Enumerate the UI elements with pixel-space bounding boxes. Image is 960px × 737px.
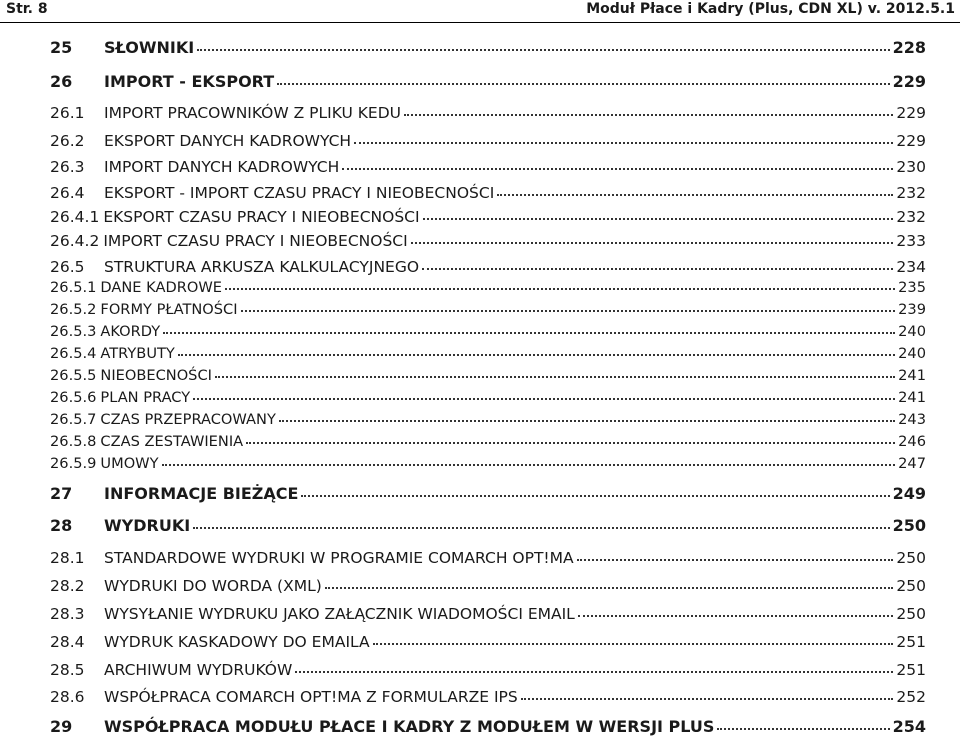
- dot-leader: [497, 192, 893, 196]
- toc-entry-page: 241: [898, 389, 926, 406]
- toc-entry[interactable]: [50, 323, 926, 340]
- toc-entry-number: 26.5.6: [50, 389, 97, 406]
- dot-leader: [215, 374, 895, 378]
- page-number-label: Str. 8: [6, 1, 48, 17]
- toc-entry-title: AKORDY: [100, 323, 161, 340]
- dot-leader: [277, 81, 889, 85]
- toc-entry-page: 250: [892, 516, 926, 535]
- toc-entry-title: PLAN PRACY: [100, 389, 191, 406]
- dot-leader: [404, 112, 893, 116]
- toc-entry-number: 28.2: [50, 577, 85, 595]
- toc-entry-page: 250: [896, 577, 926, 595]
- toc-entry[interactable]: [50, 279, 926, 296]
- toc-entry[interactable]: [50, 72, 926, 92]
- toc-entry-number: 26.2: [50, 132, 85, 150]
- toc-entry-title: DANE KADROWE: [100, 279, 222, 296]
- toc-entry[interactable]: [50, 157, 926, 177]
- dot-leader: [373, 641, 894, 645]
- toc-entry[interactable]: [50, 389, 926, 406]
- toc-entry-number: 26.5.4: [50, 345, 97, 362]
- toc-entry[interactable]: [50, 367, 926, 384]
- page-header: [0, 0, 960, 23]
- toc-entry-number: 26.5.8: [50, 433, 97, 450]
- toc-entry-page: 233: [896, 232, 926, 250]
- toc-entry[interactable]: [50, 433, 926, 450]
- toc-entry[interactable]: [50, 484, 926, 504]
- toc-entry-page: 252: [896, 688, 926, 706]
- dot-leader: [279, 418, 895, 422]
- toc-entry[interactable]: [50, 345, 926, 362]
- toc-entry-number: 25: [50, 38, 73, 57]
- toc-entry-number: 26.5.2: [50, 301, 97, 318]
- toc-entry-title: CZAS ZESTAWIENIA: [100, 433, 244, 450]
- dot-leader: [578, 613, 894, 617]
- toc-entry-page: 229: [896, 104, 926, 122]
- toc-entry-title: STRUKTURA ARKUSZA KALKULACYJNEGO: [104, 258, 420, 276]
- toc-entry-title: EKSPORT - IMPORT CZASU PRACY I NIEOBECNOŚCI: [104, 184, 495, 202]
- dot-leader: [162, 462, 896, 466]
- toc-entry-title: WSPÓŁPRACA MODUŁU PŁACE I KADRY Z MODUŁEM W WERSJI PLUS: [104, 717, 715, 736]
- toc-entry[interactable]: [50, 516, 926, 536]
- toc-entry-title: UMOWY: [100, 455, 159, 472]
- toc-entry-title: ARCHIWUM WYDRUKÓW: [104, 661, 293, 679]
- document-title: Moduł Płace i Kadry (Plus, CDN XL) v. 2012.5.1: [586, 1, 955, 17]
- dot-leader: [342, 166, 893, 170]
- dot-leader: [295, 669, 893, 673]
- toc-entry-number: 27: [50, 484, 73, 503]
- toc-entry-page: 229: [896, 132, 926, 150]
- toc-entry-page: 250: [896, 549, 926, 567]
- toc-entry[interactable]: [50, 411, 926, 428]
- toc-entry[interactable]: [50, 632, 926, 652]
- toc-entry-number: 26.3: [50, 158, 85, 176]
- toc-entry-page: 251: [896, 661, 926, 679]
- toc-entry-number: 28.4: [50, 633, 85, 651]
- toc-entry-title: IMPORT DANYCH KADROWYCH: [104, 158, 340, 176]
- toc-entry-number: 28.3: [50, 605, 85, 623]
- toc-entry-number: 28: [50, 516, 73, 535]
- toc-entry-page: 240: [898, 323, 926, 340]
- toc-entry-number: 28.5: [50, 661, 85, 679]
- toc-entry-title: WYSYŁANIE WYDRUKU JAKO ZAŁĄCZNIK WIADOMOŚCI EMAIL: [104, 605, 575, 623]
- dot-leader: [422, 266, 893, 270]
- toc-entry-number: 26.4: [50, 184, 85, 202]
- toc-entry[interactable]: [50, 38, 926, 58]
- toc-entry[interactable]: [50, 717, 926, 737]
- toc-entry-title: EKSPORT DANYCH KADROWYCH: [104, 132, 352, 150]
- toc-entry[interactable]: [50, 660, 926, 680]
- toc-entry-page: 239: [898, 301, 926, 318]
- toc-entry-number: 29: [50, 717, 73, 736]
- toc-entry-title: IMPORT CZASU PRACY I NIEOBECNOŚCI: [103, 232, 408, 250]
- toc-entry-title: WYDRUKI: [104, 516, 191, 535]
- toc-entry-number: 26.5.7: [50, 411, 97, 428]
- toc-entry-title: SŁOWNIKI: [104, 38, 195, 57]
- toc-entry-number: 26.4.2: [50, 232, 100, 250]
- toc-entry-title: STANDARDOWE WYDRUKI W PROGRAMIE COMARCH OPT!MA: [104, 549, 574, 567]
- toc-entry-page: 250: [896, 605, 926, 623]
- toc-entry-title: WYDRUK KASKADOWY DO EMAILA: [104, 633, 370, 651]
- toc-entry-page: 241: [898, 367, 926, 384]
- dot-leader: [577, 557, 894, 561]
- toc-entry-page: 246: [898, 433, 926, 450]
- toc-entry-title: FORMY PŁATNOŚCI: [100, 301, 238, 318]
- toc-entry-page: 254: [892, 717, 926, 736]
- toc-entry-number: 26.5.5: [50, 367, 97, 384]
- toc-entry-page: 228: [892, 38, 926, 57]
- dot-leader: [354, 140, 893, 144]
- dot-leader: [225, 286, 895, 290]
- dot-leader: [521, 696, 894, 700]
- dot-leader: [178, 352, 895, 356]
- toc-entry-page: 234: [896, 258, 926, 276]
- dot-leader: [197, 47, 889, 51]
- dot-leader: [246, 440, 895, 444]
- toc-entry[interactable]: [50, 301, 926, 318]
- dot-leader: [301, 493, 889, 497]
- toc-entry[interactable]: [50, 207, 926, 227]
- toc-entry-number: 26.5.3: [50, 323, 97, 340]
- toc-entry-title: ATRYBUTY: [100, 345, 175, 362]
- toc-entry-number: 26: [50, 72, 73, 91]
- dot-leader: [411, 240, 894, 244]
- toc-entry[interactable]: [50, 183, 926, 203]
- toc-entry[interactable]: [50, 455, 926, 472]
- toc-entry-page: 235: [898, 279, 926, 296]
- toc-entry-page: 249: [892, 484, 926, 503]
- toc-entry-title: WSPÓŁPRACA COMARCH OPT!MA Z FORMULARZE IPS: [104, 688, 518, 706]
- toc-entry[interactable]: [50, 131, 926, 151]
- toc-entry[interactable]: [50, 687, 926, 707]
- toc-entry-number: 28.1: [50, 549, 85, 567]
- toc-entry-title: IMPORT - EKSPORT: [104, 72, 275, 91]
- toc-entry[interactable]: [50, 103, 926, 123]
- toc-entry-page: 232: [896, 184, 926, 202]
- toc-entry[interactable]: [50, 231, 926, 251]
- toc-entry[interactable]: [50, 257, 926, 277]
- toc-entry-title: IMPORT PRACOWNIKÓW Z PLIKU KEDU: [104, 104, 401, 122]
- toc-entry-title: NIEOBECNOŚCI: [100, 367, 212, 384]
- dot-leader: [717, 726, 889, 730]
- toc-entry-title: EKSPORT CZASU PRACY I NIEOBECNOŚCI: [103, 208, 420, 226]
- toc-entry-page: 247: [898, 455, 926, 472]
- toc-entry-page: 230: [896, 158, 926, 176]
- toc-entry-title: INFORMACJE BIEŻĄCE: [104, 484, 299, 503]
- dot-leader: [193, 396, 895, 400]
- toc-entry-page: 232: [896, 208, 926, 226]
- toc-entry-page: 240: [898, 345, 926, 362]
- dot-leader: [241, 308, 896, 312]
- toc-entry-page: 243: [898, 411, 926, 428]
- toc-entry-number: 26.5: [50, 258, 85, 276]
- toc-entry-page: 229: [892, 72, 926, 91]
- dot-leader: [423, 216, 894, 220]
- dot-leader: [325, 585, 894, 589]
- toc-entry-number: 26.1: [50, 104, 85, 122]
- toc-entry-page: 251: [896, 633, 926, 651]
- toc-entry[interactable]: [50, 604, 926, 624]
- toc-entry-number: 26.5.1: [50, 279, 97, 296]
- toc-entry-title: CZAS PRZEPRACOWANY: [100, 411, 276, 428]
- toc-entry-number: 26.5.9: [50, 455, 97, 472]
- toc-entry-number: 28.6: [50, 688, 85, 706]
- dot-leader: [193, 525, 889, 529]
- toc-entry[interactable]: [50, 576, 926, 596]
- toc-entry[interactable]: [50, 548, 926, 568]
- dot-leader: [163, 330, 895, 334]
- toc-entry-number: 26.4.1: [50, 208, 100, 226]
- toc-entry-title: WYDRUKI DO WORDA (XML): [104, 577, 322, 595]
